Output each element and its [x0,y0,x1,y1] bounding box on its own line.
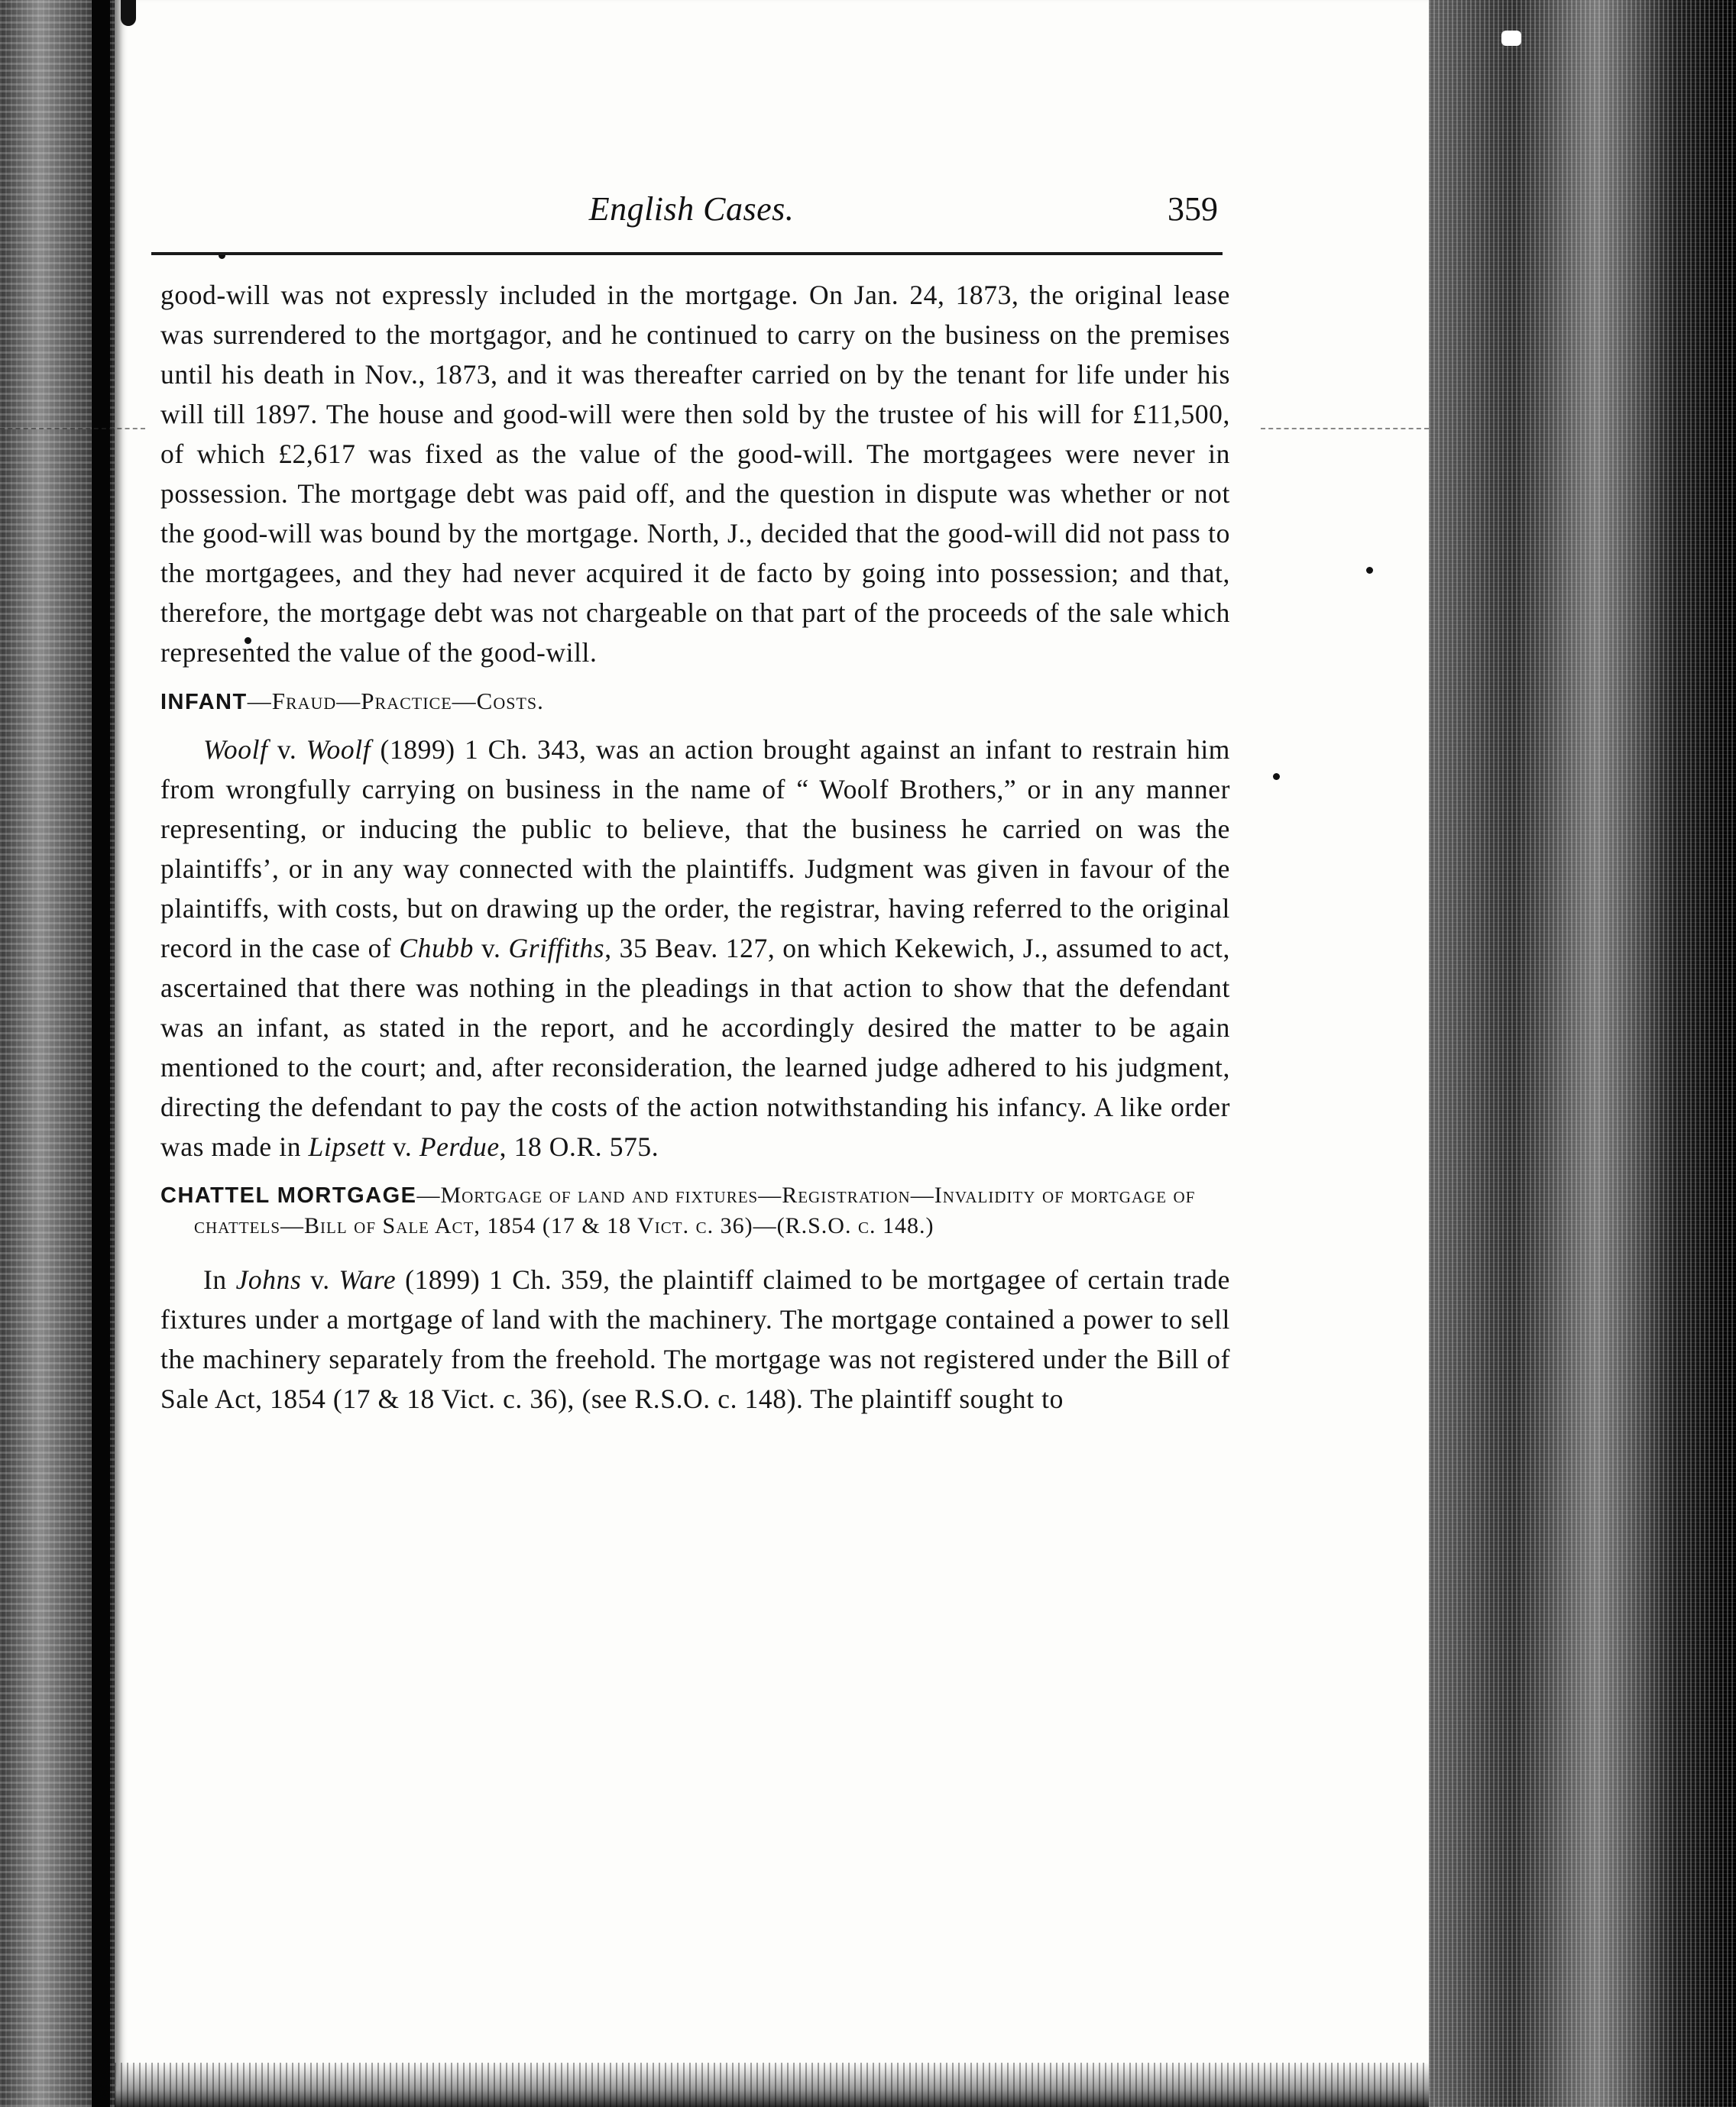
case-versus: v. [474,933,509,963]
section-heading-chattel-mortgage [160,1180,1230,1241]
scan-artifact [121,0,136,26]
paragraph-continued: good-will was not expressly included in the mortgage. On Jan. 24, 1873, the original lease was surrendered to the mortgagor, and he continued to carry on the business on the premises until his death in Nov., 1873, and it was thereafter carried on by the tenant for life under his will till 1897. The house and good-will were then sold by the trustee of his will for £11,500, of which £2,617 was fixed as the value of the good-will. The mortgagees were never in possession. The mortgage debt was paid off, and the question in dispute was whether or not the good-will was bound by the mortgage. North, J., decided that the good-will did not pass to the mortgagees, and they had never acquired it de facto by going into possession; and that, therefore, the mortgage debt was not chargeable on that part of the proceeds of the sale which represented the value of the good-will. [160,280,1230,668]
cited-party: Perdue [419,1131,500,1162]
paragraph-woolf [160,730,1230,1167]
page-number: 359 [1168,190,1218,228]
paragraph-text: (1899) 1 Ch. 359, the plaintiff claimed to be mortgagee of certain trade fixtures under a mortgage of land with the machinery. The mortgage contained a power to sell the machinery separately from the freehold. The mortgage was not registered under the Bill of Sale Act, 1854 (17 & 18 Vict. c. 36), (see R.S.O. c. 148). The plaintiff sought to [160,1264,1230,1414]
heading-keyword: CHATTEL MORTGAGE [160,1183,417,1208]
cited-party: Lipsett [308,1131,386,1162]
running-title: English Cases. [588,190,795,228]
case-party: Ware [338,1264,397,1295]
page-bottom-edge [115,2063,1429,2107]
header-rule-dashes [1108,252,1223,255]
scan-artifact [1501,31,1521,46]
book-binding-edge [0,0,115,2107]
scan-artifact [1261,428,1429,429]
case-party: Woolf [203,734,268,765]
paragraph-text: In [203,1264,236,1295]
heading-subtopics: —Fraud—Practice—Costs. [247,688,544,714]
section-heading-infant [160,686,1230,717]
paragraph-text: (1899) 1 Ch. 343, was an action brought against an infant to restrain him from wrongfully carrying on business in the name of “ Woolf Brothers,” or in any manner representing, or inducing the public to believe, that the business he carried on was the plaintiffs’, or in any way connected with the plaintiffs. Judgment was given in favour of the plaintiffs, with costs, but on drawing up the order, the registrar, having referred to the original record in the case of [160,734,1230,963]
heading-subtopics: —Mortgage of land and fixtures—Registration—Invalidity of mortgage of chattels—Bill of Sale Act, 1854 (17 & 18 Vict. c. 36)—(R.S.O. c. 148.) [194,1183,1196,1238]
binding-shadow [92,0,110,2107]
case-versus: v. [385,1131,419,1162]
case-party: Woolf [306,734,371,765]
case-versus: v. [267,734,306,765]
paragraph-johns [160,1260,1230,1419]
header-rule [151,252,1219,255]
case-versus: v. [301,1264,339,1295]
body-text [160,275,1230,1419]
stacked-pages-edge [1429,0,1736,2107]
cited-party: Chubb [399,933,474,963]
scan-artifact [0,428,145,429]
paragraph-text: , 18 O.R. 575. [499,1131,659,1162]
case-party: Johns [235,1264,302,1295]
paragraph-text: , 35 Beav. 127, on which Kekewich, J., assumed to act, ascertained that there was nothing in the pleadings in that action to show that the defendant was an infant, as stated in the report, and he accordingly desired the matter to be again mentioned to the court; and, after reconsideration, the learned judge adhered to his judgment, directing the defendant to pay the costs of the action notwithstanding his infancy. A like order was made in [160,933,1230,1162]
cited-party: Griffiths [508,933,605,963]
heading-keyword: INFANT [160,690,248,714]
scan-speck [1273,773,1280,780]
running-head [153,186,1230,248]
scan-speck [1366,567,1373,574]
